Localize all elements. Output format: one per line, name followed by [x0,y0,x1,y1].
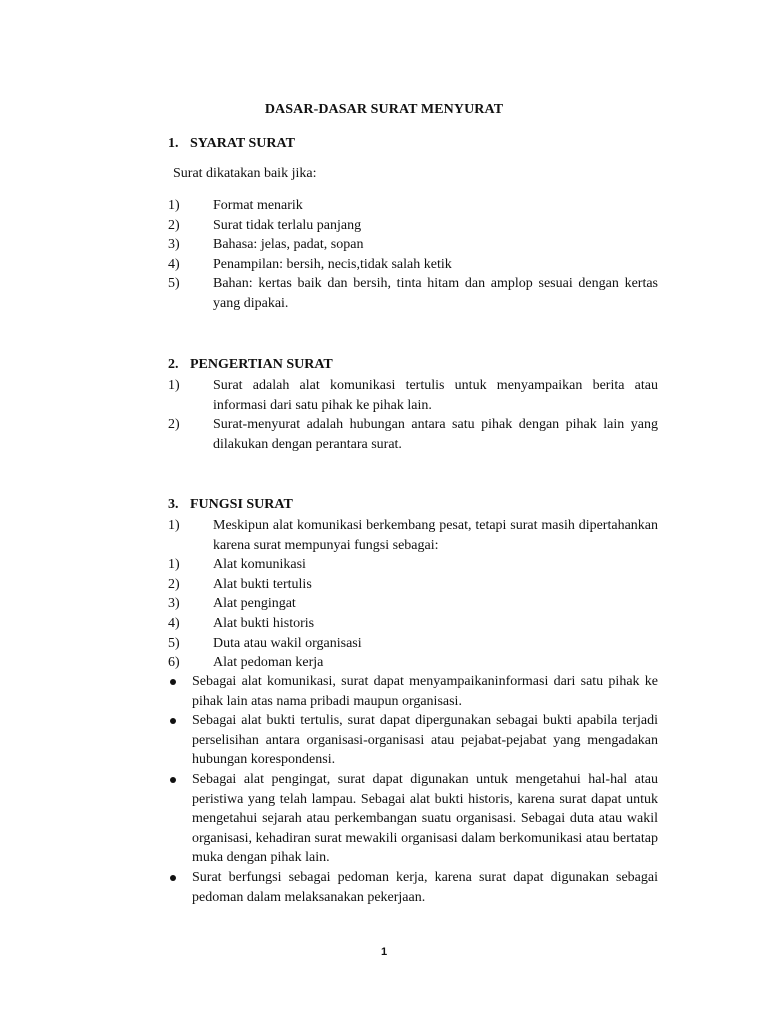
list-marker: 4) [168,615,180,631]
list-item-text: Penampilan: bersih, necis,tidak salah ketik [213,256,452,272]
section-number: 2. [168,357,179,372]
list-item [168,196,658,216]
list-item [168,376,658,415]
bullet-text: Sebagai alat komunikasi, surat dapat menyampaikaninformasi dari satu pihak ke pihak lain atas nama pribadi maupun organisasi. [192,674,658,709]
syarat-surat-list [168,196,658,314]
bullet-icon [170,679,176,685]
list-item-text: Meskipun alat komunikasi berkembang pesat, tetapi surat masih dipertahankan karena surat mempunyai fungsi sebagai: [213,518,658,553]
fungsi-surat-list [168,516,658,673]
bullet-icon [170,777,176,783]
list-item-text: Alat komunikasi [213,557,306,573]
list-marker: 2) [168,217,180,233]
pengertian-surat-list [168,376,658,454]
bullet-icon [170,718,176,724]
list-marker: 6) [168,655,180,671]
section-title: SYARAT SURAT [190,136,295,151]
list-marker: 1) [168,557,180,573]
list-item-text: Duta atau wakil organisasi [213,635,362,651]
section-heading-pengertian-surat [168,357,333,373]
section-intro: Surat dikatakan baik jika: [173,166,317,181]
list-marker: 2) [168,576,180,592]
list-item-text: Surat-menyurat adalah hubungan antara satu pihak dengan pihak lain yang dilakukan dengan perantara surat. [213,417,658,452]
list-item-text: Alat bukti historis [213,615,315,631]
list-item-text: Alat pengingat [213,596,296,612]
list-item-text: Bahan: kertas baik dan bersih, tinta hitam dan amplop sesuai dengan kertas yang dipakai. [213,276,658,311]
document-title: DASAR-DASAR SURAT MENYURAT [264,102,504,117]
list-item [168,555,658,575]
list-item-text: Alat pedoman kerja [213,655,324,671]
section-number: 3. [168,497,179,512]
list-marker: 2) [168,417,180,433]
list-item-text: Bahasa: jelas, padat, sopan [213,237,364,253]
list-item [168,634,658,654]
section-number: 1. [168,136,179,151]
list-marker: 3) [168,237,180,253]
page-number: 1 [380,946,388,958]
list-item [168,216,658,236]
bullet-text: Sebagai alat bukti tertulis, surat dapat dipergunakan sebagai bukti apabila terjadi perselisihan antara organisasi-organisasi atau pejabat-pejabat yang mengadakan hubungan korespondensi. [192,713,658,768]
list-marker: 1) [168,198,180,213]
bullet-item [168,711,658,770]
list-item [168,274,658,313]
list-marker: 4) [168,256,180,272]
list-marker: 5) [168,635,180,651]
list-marker: 1) [168,518,180,533]
list-item [168,255,658,275]
list-marker: 5) [168,276,180,292]
fungsi-surat-bullets [168,672,658,907]
list-item-text: Alat bukti tertulis [213,576,312,592]
list-item [168,614,658,634]
list-item [168,516,658,555]
list-item-text: Surat tidak terlalu panjang [213,217,362,233]
section-heading-fungsi-surat [168,497,293,513]
list-item-text: Surat adalah alat komunikasi tertulis untuk menyampaikan berita atau informasi dari satu pihak ke pihak lain. [213,378,658,413]
section-title: PENGERTIAN SURAT [190,357,333,372]
list-item [168,575,658,595]
bullet-item [168,770,658,868]
bullet-item [168,672,658,711]
list-item [168,415,658,454]
list-marker: 1) [168,378,180,393]
list-item [168,653,658,673]
list-marker: 3) [168,596,180,612]
section-title: FUNGSI SURAT [190,497,293,512]
bullet-item [168,868,658,907]
list-item [168,594,658,614]
list-item [168,235,658,255]
bullet-text: Surat berfungsi sebagai pedoman kerja, karena surat dapat digunakan sebagai pedoman dalam melaksanakan pekerjaan. [192,869,658,905]
bullet-icon [170,875,176,881]
section-heading-syarat-surat [168,136,295,152]
list-item-text: Format menarik [213,198,303,213]
bullet-text: Sebagai alat pengingat, surat dapat digunakan untuk mengetahui hal-hal atau peristiwa yang telah lampau. Sebagai alat bukti historis, karena surat dapat untuk mengetahui sejarah atau perkembangan suatu organisasi. Sebagai duta atau wakil organisasi, kehadiran surat mewakili organisasi dalam berkomunikasi atau bertatap muka dengan pihak lain. [192,771,658,866]
